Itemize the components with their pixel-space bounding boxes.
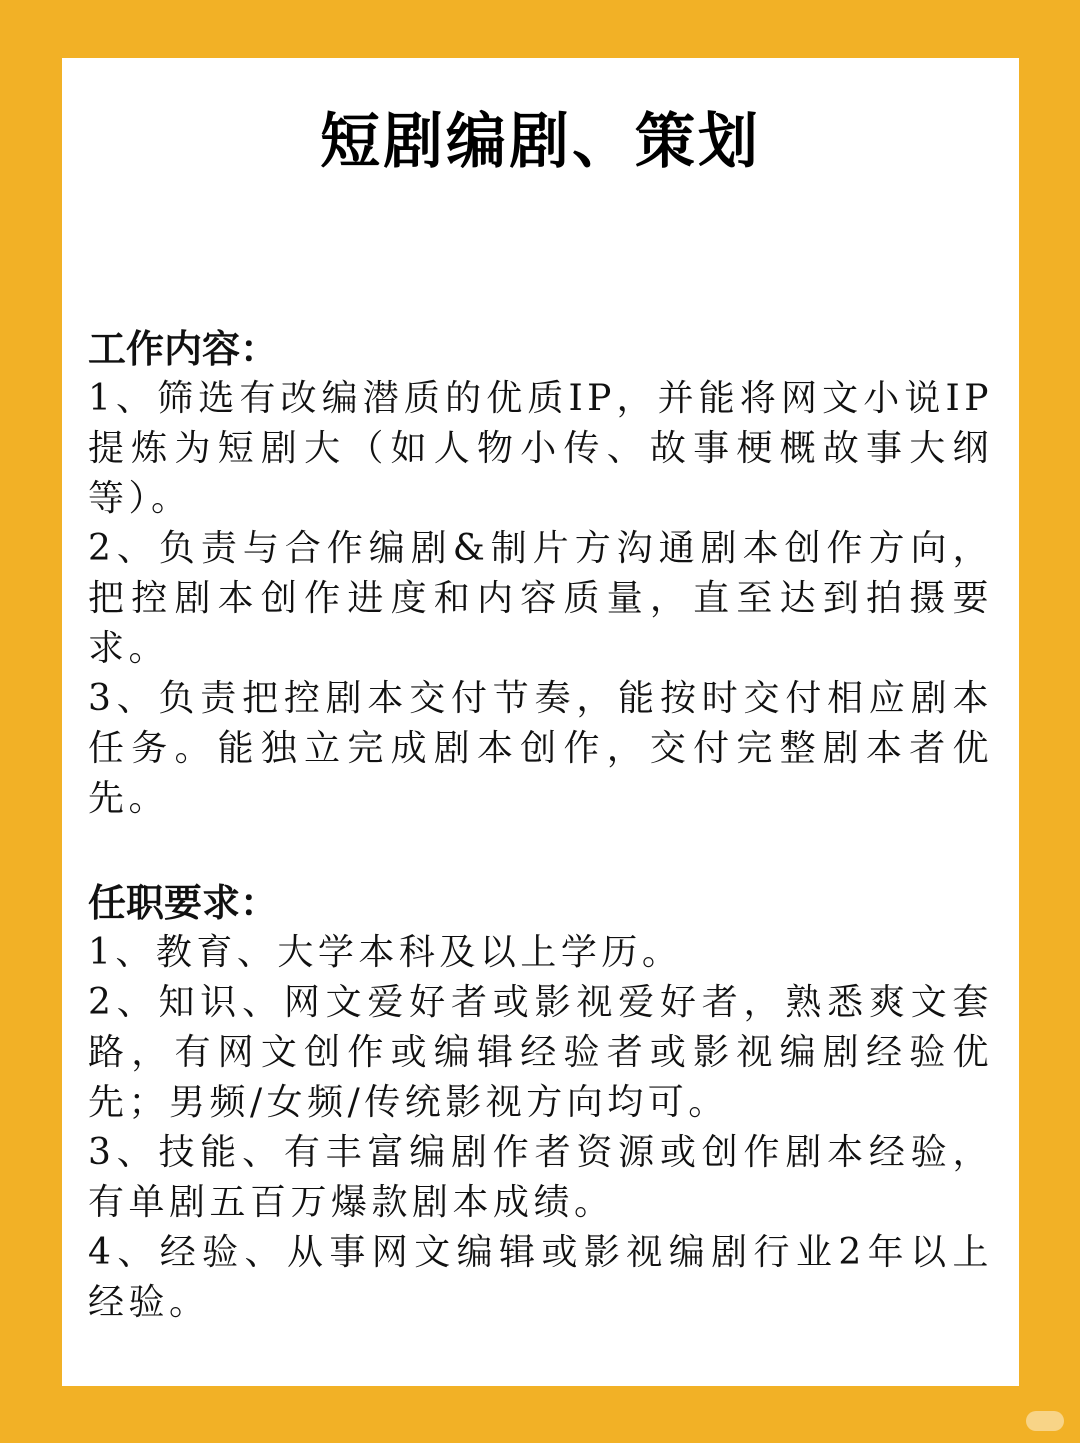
list-item: 1、教育、大学本科及以上学历。: [88, 932, 683, 973]
page-title: 短剧编剧、策划: [320, 107, 761, 177]
watermark-badge: [1026, 1411, 1064, 1431]
section-job-content: [88, 324, 993, 824]
list-item: 3、负责把控剧本交付节奏，能按时交付相应剧本任务。能独立完成剧本创作，交付完整剧本者优先。: [88, 678, 993, 819]
list-item: 3、技能、有丰富编剧作者资源或创作剧本经验，有单剧五百万爆款剧本成绩。: [88, 1132, 993, 1223]
section-heading-job-content: 工作内容：: [88, 326, 279, 371]
content-card: [62, 58, 1019, 1386]
section-heading-requirements: 任职要求：: [88, 880, 279, 925]
list-item: 4、经验、从事网文编辑或影视编剧行业2年以上经验。: [88, 1232, 993, 1323]
section-requirements: [88, 878, 993, 1328]
list-item: 2、知识、网文爱好者或影视爱好者，熟悉爽文套路，有网文创作或编辑经验者或影视编剧经验优先；男频/女频/传统影视方向均可。: [88, 982, 993, 1123]
list-item: 1、筛选有改编潜质的优质IP，并能将网文小说IP提炼为短剧大（如人物小传、故事梗概故事大纲等）。: [88, 378, 993, 519]
list-item: 2、负责与合作编剧&制片方沟通剧本创作方向，把控剧本创作进度和内容质量，直至达到拍摄要求。: [88, 528, 993, 669]
